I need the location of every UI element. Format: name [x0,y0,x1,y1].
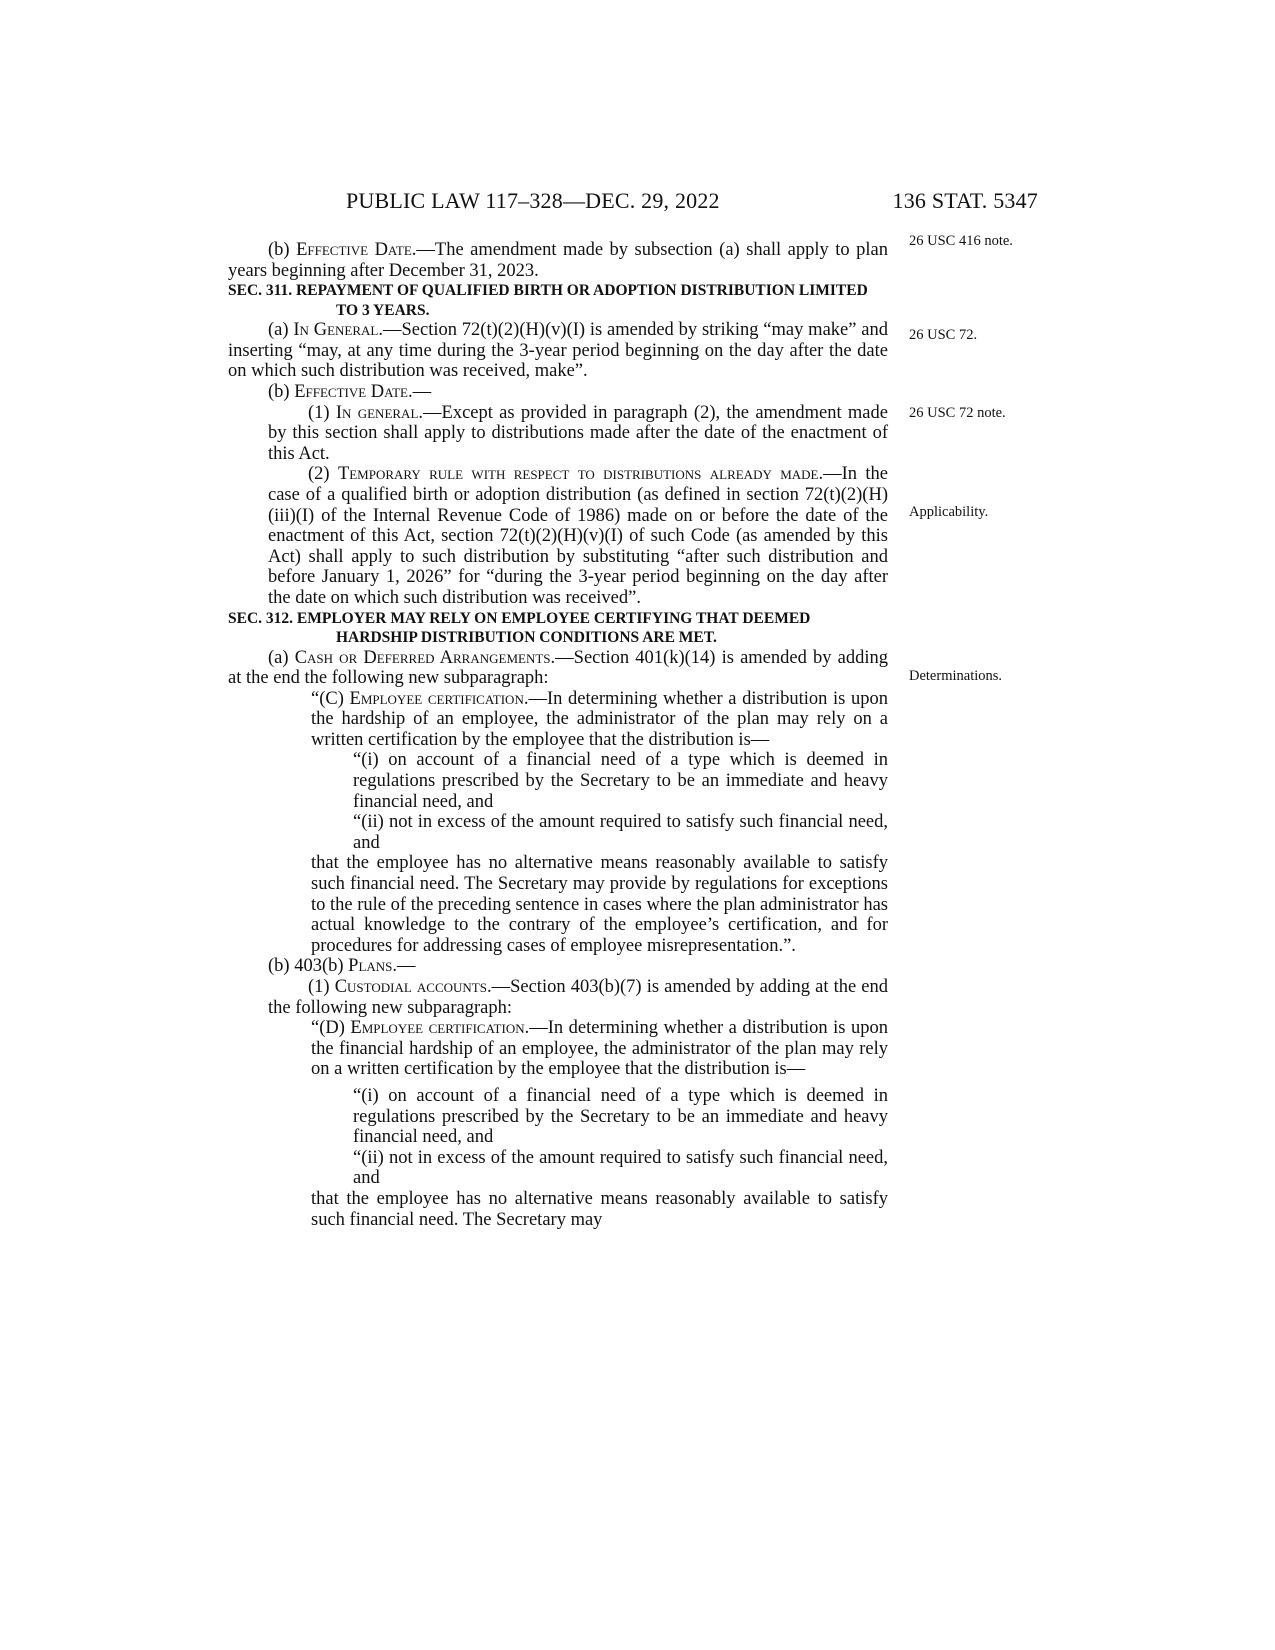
clause-i-financial-need-403b: “(i) on account of a financial need of a type which is deemed in regulations prescribed by the Secretary to be an immediate and heavy financial need, and [353,1085,888,1148]
custodial-accounts-paragraph: (1) Custodial accounts.—Section 403(b)(7) is amended by adding at the end the following new subparagraph: [268,977,888,1018]
flush-text-no-alternative-means: that the employee has no alternative means reasonably available to satisfy such financial need. The Secretary may provide by regulations for exceptions to the rule of the preceding sentence in cases where the plan administrator has actual knowledge to the contrary of the employee’s certification, and for procedures for addressing cases of employee misrepresentation.”. [311,853,888,956]
margin-note-usc-416: 26 USC 416 note. [909,233,1013,249]
sec311-in-general-rule: (1) In general.—Except as provided in paragraph (2), the amendment made by this section shall apply to distributions made after the date of the enactment of this Act. [268,402,888,464]
law-title: PUBLIC LAW 117–328—DEC. 29, 2022 [346,188,720,213]
effective-date-paragraph: (b) Effective Date.—The amendment made by subsection (a) shall apply to plan years beginning after December 31, 2023. [228,240,888,281]
clause-ii-amount-required: “(ii) not in excess of the amount required to satisfy such financial need, and [353,812,888,853]
sec312-cash-or-deferred-paragraph: (a) Cash or Deferred Arrangements.—Section 401(k)(14) is amended by adding at the end the following new subparagraph: [228,647,888,689]
sec312-403b-plans-heading: (b) 403(b) Plans.— [268,956,416,977]
statute-page-reference: 136 STAT. 5347 [892,188,1038,213]
margin-note-usc-72-note: 26 USC 72 note. [909,405,1006,421]
sec311-temporary-rule: (2) Temporary rule with respect to distributions already made.—In the case of a qualified birth or adoption distribution (as defined in section 72(t)(2)(H)(iii)(I) of the Internal Revenue Code of 1986) made on or before the date of the enactment of this Act, section 72(t)(2)(H)(v)(I) of such Code (as amended by this Act) shall apply to such distribution by substituting “after such distribution and before January 1, 2026” for “during the 3-year period beginning on the day after the date on which such distribution was received”. [268,464,888,608]
subparagraph-d-employee-certification: “(D) Employee certification.—In determining whether a distribution is upon the financial hardship of an employee, the administrator of the plan may rely on a written certification by the employee that the distribution is— [311,1018,889,1080]
document-body [228,240,888,1230]
sec311-in-general-paragraph: (a) In General.—Section 72(t)(2)(H)(v)(I) is amended by striking “may make” and inserting “may, at any time during the 3-year period beginning on the day after the date on which such distribution was received, make”. [228,320,888,382]
subparagraph-c-employee-certification: “(C) Employee certification.—In determining whether a distribution is upon the hardship of an employee, the administrator of the plan may rely on a written certification by the employee that the distribution is— [311,688,889,750]
flush-text-no-alternative-means-403b: that the employee has no alternative means reasonably available to satisfy such financial need. The Secretary may [311,1188,888,1230]
margin-note-determinations: Determinations. [909,668,1003,684]
clause-ii-amount-required-403b: “(ii) not in excess of the amount required to satisfy such financial need, and [353,1147,888,1189]
clause-i-financial-need: “(i) on account of a financial need of a type which is deemed in regulations prescribed by the Secretary to be an immediate and heavy financial need, and [353,750,888,812]
margin-note-usc-72: 26 USC 72. [909,327,978,343]
section-311-heading: SEC. 311. REPAYMENT OF QUALIFIED BIRTH OR ADOPTION DISTRIBUTION LIMITED TO 3 YEARS. [228,282,868,319]
section-312-heading: SEC. 312. EMPLOYER MAY RELY ON EMPLOYEE CERTIFYING THAT DEEMED HARDSHIP DISTRIBUTION CONDITIONS ARE MET. [228,609,811,646]
margin-note-applicability: Applicability. [909,504,989,520]
sec311-effective-date-heading: (b) Effective Date.— [268,381,432,402]
